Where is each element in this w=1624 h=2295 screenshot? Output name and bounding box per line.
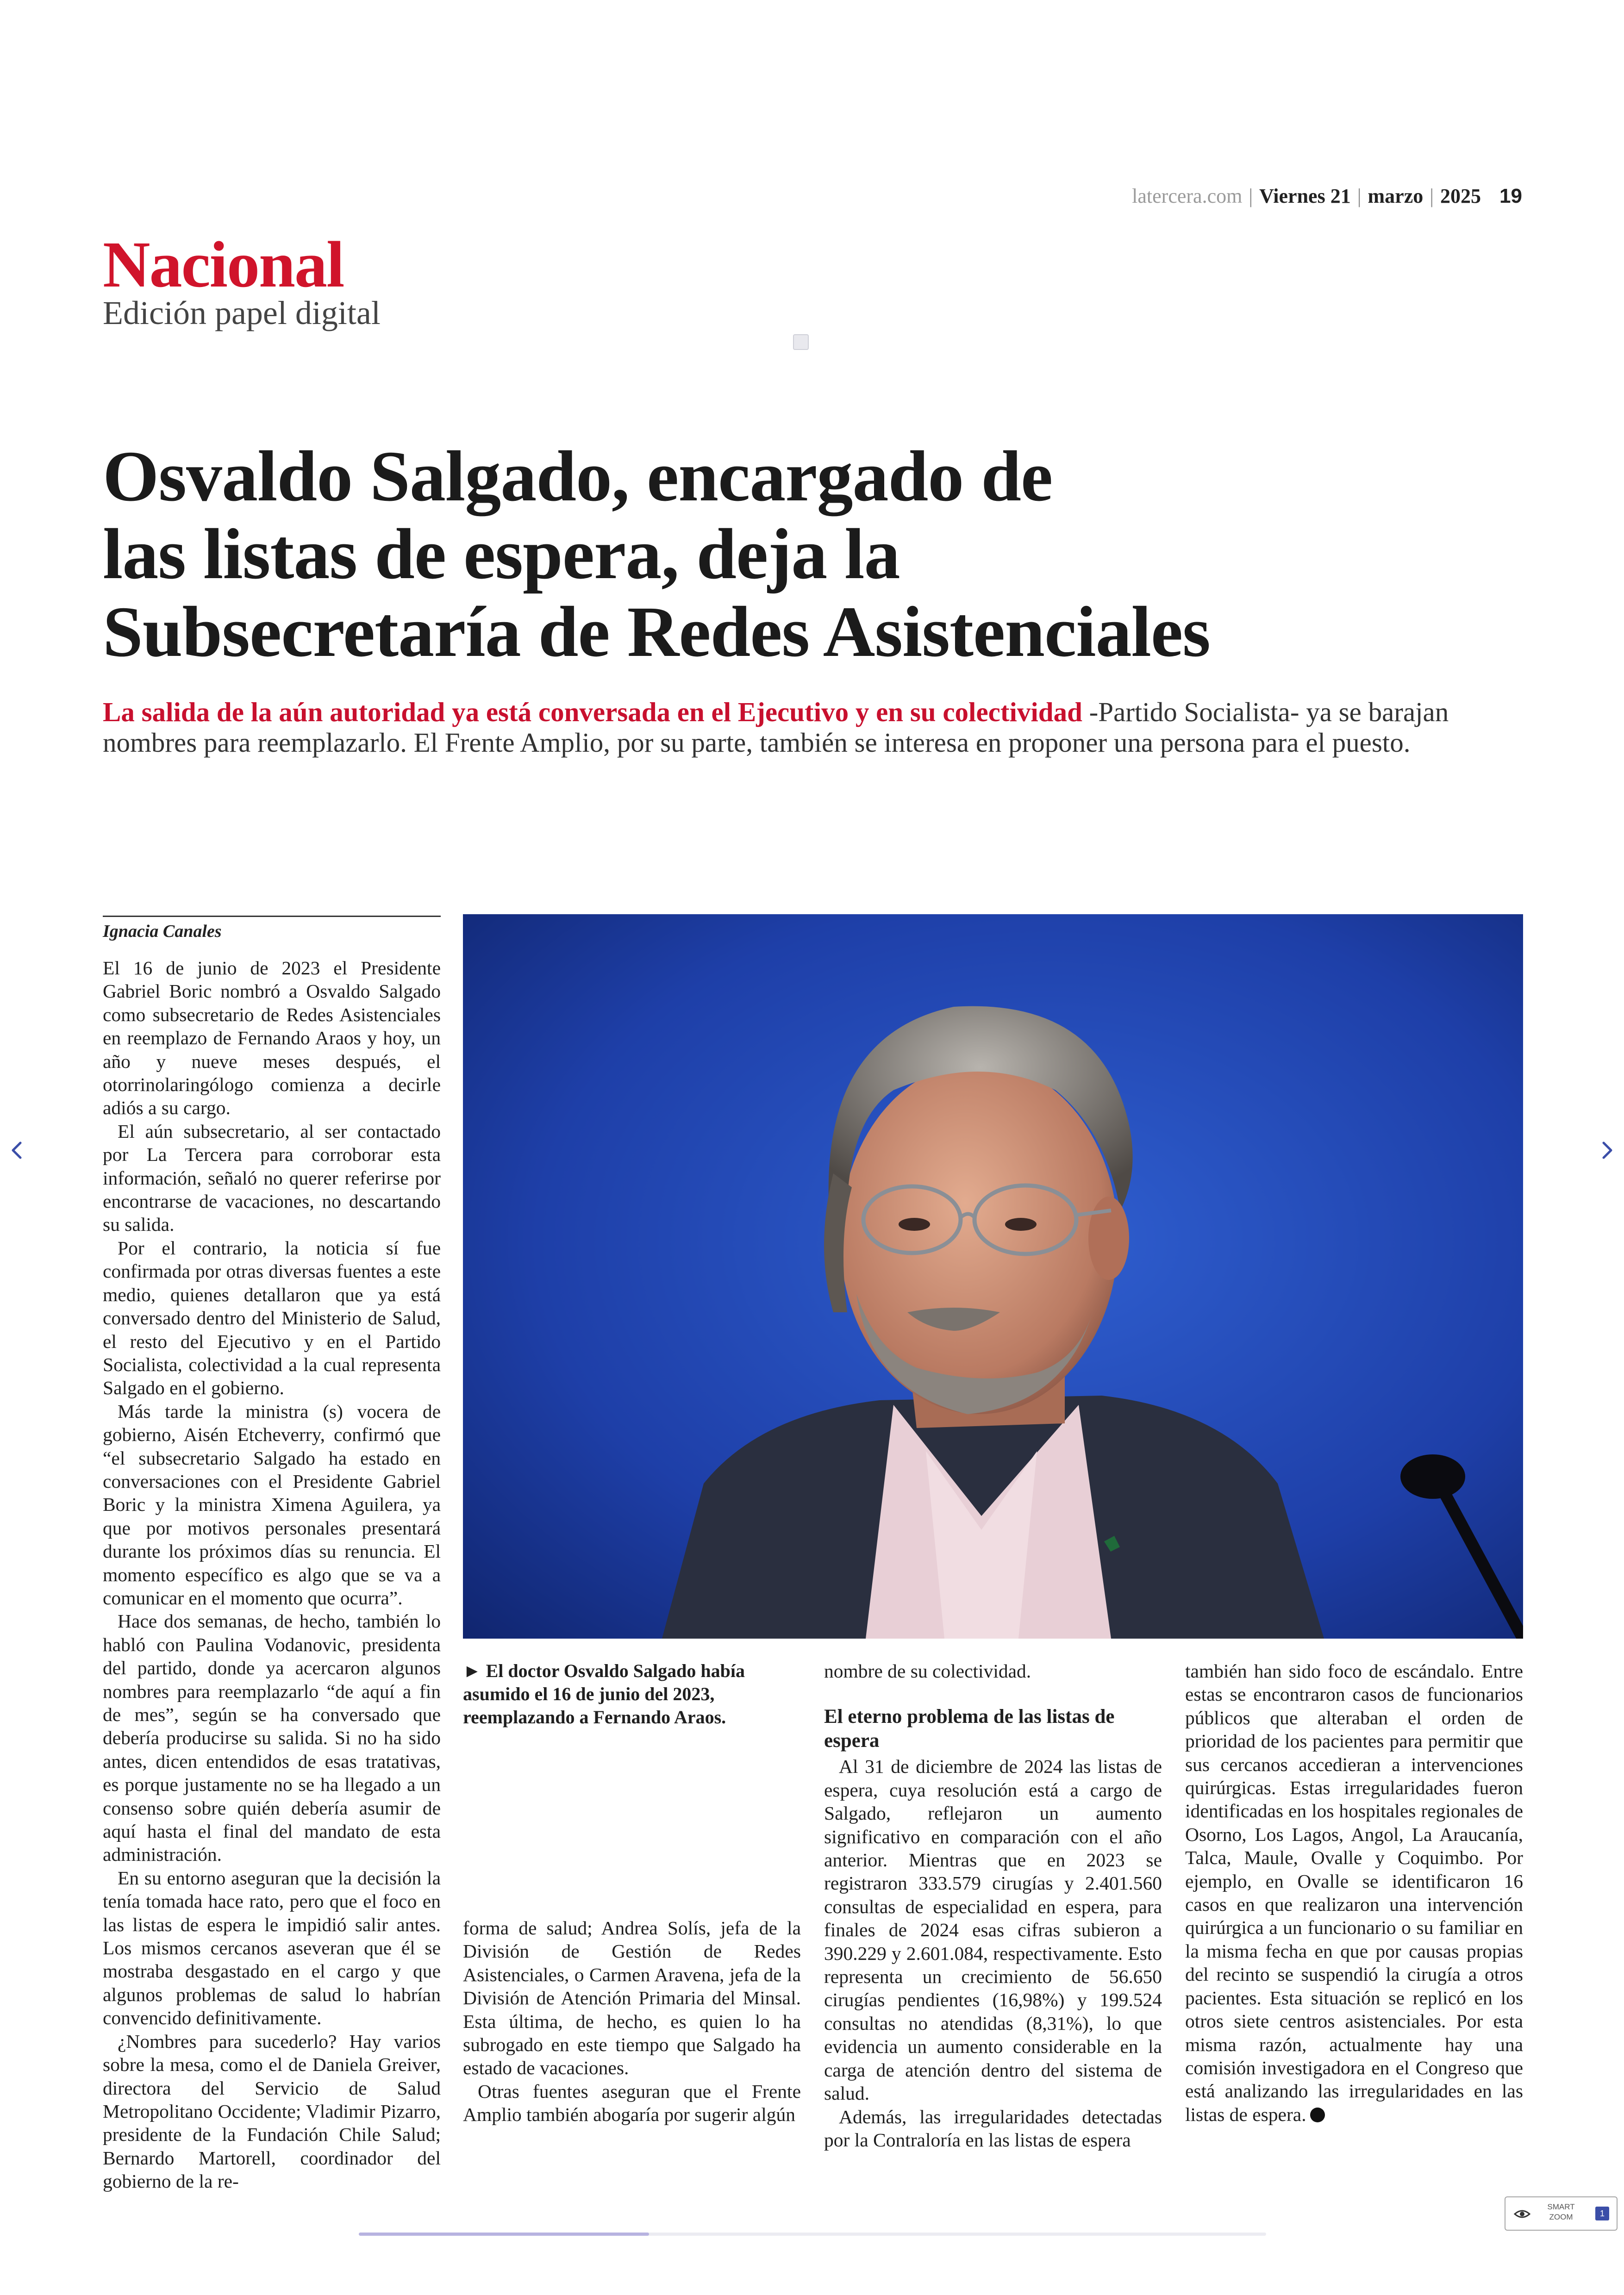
body-paragraph: Además, las irregularidades detectadas por la Contraloría en las listas de espera: [824, 2106, 1162, 2151]
page-thumbnail-icon[interactable]: [793, 334, 809, 350]
body-paragraph: El aún subsecretario, al ser contactado por La Tercera para corroborar esta información, señaló no querer referirse por encontrarse de vacaciones, no descartando su salida.: [103, 1120, 441, 1235]
dek-lead: La salida de la aún autoridad ya está conversada en el Ejecutivo y en su colectividad: [103, 697, 1082, 727]
body-paragraph: Por el contrario, la noticia sí fue confirmada por otras diversas fuentes a este medio, quienes detallaron que ya está conversado dentro del Ministerio de Salud, el resto del Ejecutivo y en el Partido Socialista, colectividad a la cual representa Salgado en el gobierno.: [103, 1237, 441, 1399]
chevron-right-icon: [1594, 1132, 1620, 1169]
headline-line: las listas de espera, deja la: [103, 514, 900, 594]
caption-text: El doctor Osvaldo Salgado había asumido el 16 de junio del 2023, reemplazando a Fernando Araos.: [463, 1660, 745, 1727]
page-folio: latercera.com | Viernes 21 | marzo | 2025 19: [1132, 185, 1522, 207]
smart-zoom-line: ZOOM: [1549, 2213, 1573, 2221]
chevron-left-icon: [4, 1132, 30, 1169]
byline-rule: [103, 916, 441, 917]
site-url: latercera.com: [1132, 185, 1243, 207]
body-paragraph: Otras fuentes aseguran que el Frente Amplio también abogaría por sugerir algún: [463, 2080, 801, 2126]
edition-label: Edición papel digital: [103, 294, 381, 331]
page-number: 19: [1499, 185, 1522, 207]
caption-arrow-icon: ►: [463, 1660, 481, 1681]
article-dek: [103, 697, 1529, 758]
byline: Ignacia Canales: [103, 922, 222, 941]
end-mark-icon: [1310, 2108, 1325, 2122]
headline-line: Osvaldo Salgado, encargado de: [103, 436, 1053, 516]
folio-month: marzo: [1368, 185, 1424, 207]
folio-day: Viernes 21: [1259, 185, 1351, 207]
photo-caption: [463, 1659, 787, 1729]
headline-line: Subsecretaría de Redes Asistenciales: [103, 592, 1210, 672]
body-column-2: [463, 1916, 801, 2127]
eye-icon: [1514, 2207, 1530, 2221]
body-paragraph: El 16 de junio de 2023 el Presidente Gabriel Boric nombró a Osvaldo Salgado como subsecretario de Redes Asistenciales en reemplazo de Fernando Araos y hoy, un año y nueve meses después, el otorrinolaringólogo comienza a decirle adiós a su cargo.: [103, 957, 441, 1119]
smart-zoom-button[interactable]: [1505, 2196, 1618, 2231]
body-paragraph: forma de salud; Andrea Solís, jefa de la División de Gestión de Redes Asistenciales, o Carmen Aravena, jefa de la División de Atención Primaria del Minsal. Esta última, de hecho, es quien lo ha subrogado en este tiempo que Salgado ha estado de vacaciones.: [463, 1917, 801, 2079]
folio-year: 2025: [1440, 185, 1481, 207]
body-column-1: [103, 956, 441, 2193]
body-column-3: [824, 1659, 1162, 2152]
next-page-button[interactable]: [1594, 1132, 1620, 1169]
article-photo: [463, 914, 1523, 1639]
reading-progress-fill: [359, 2233, 649, 2236]
body-paragraph: En su entorno aseguran que la decisión la tenía tomada hace rato, pero que el foco en las listas de espera le impidió salir antes. Los mismos cercanos aseveran que él se mostraba desgastado en el cargo y que algunos problemas de salud lo habrían convencido definitivamente.: [103, 1867, 441, 2029]
body-paragraph: [1185, 1659, 1523, 2126]
body-paragraph: ¿Nombres para sucederlo? Hay varios sobre la mesa, como el de Daniela Greiver, directora del Servicio de Salud Metropolitano Occidente; Vladimir Pizarro, presidente de la Fundación Chile Salud; Bernardo Martorell, coordinador del gobierno de la re-: [103, 2030, 441, 2192]
body-paragraph: nombre de su colectividad.: [824, 1660, 1031, 1682]
body-column-4: [1185, 1659, 1523, 2126]
smart-zoom-label: [1538, 2202, 1584, 2222]
smart-zoom-badge: 1: [1595, 2207, 1609, 2220]
body-paragraph: Hace dos semanas, de hecho, también lo habló con Paulina Vodanovic, presidenta del partido, donde ya acercaron algunos nombres para reemplazarlo “de aquí a fin de mes”, según se ha conversado que debería producirse su salida. Si no ha sido antes, dicen entendidos de esas tratativas, es porque justamente no se ha llegado a un consenso sobre quién debería asumir de aquí hasta el final del mandato de esta administración.: [103, 1610, 441, 1865]
article-subhead: El eterno problema de las listas de espera: [824, 1706, 1115, 1752]
smart-zoom-line: SMART: [1547, 2202, 1575, 2211]
body-paragraph: Al 31 de diciembre de 2024 las listas de espera, cuya resolución está a cargo de Salgado, reflejaron un aumento significativo en comparación con el año anterior. Mientras que en 2023 se registraron 333.579 cirugías y 2.401.560 consultas de especialidad en espera, para finales de 2024 esas cifras subieron a 390.229 y 2.601.084, respectivamente. Esto representa un crecimiento de 56.650 cirugías pendientes (16,98%) y 199.524 consultas no atendidas (8,31%), lo que evidencia un aumento considerable en la carga de atención dentro del sistema de salud.: [824, 1756, 1162, 2104]
section-title: Nacional: [103, 228, 344, 301]
dek-rest: -Partido Socialista- ya se barajan nombres para reemplazarlo. El Frente Amplio, por su parte, también se interesa en proponer una persona para el puesto.: [103, 697, 1449, 758]
article-headline: [103, 437, 1492, 671]
body-paragraph-text: también han sido foco de escándalo. Entre estas se encontraron casos de funcionarios públicos que alteraban el orden de prioridad de los pacientes para permitir que sus cercanos accedieran a intervenciones quirúrgicas. Estas irregularidades fueron identificadas en los hospitales regionales de Osorno, Los Lagos, Angol, La Araucanía, Talca, Maule, Ovalle y Coquimbo. Por ejemplo, en Ovalle se identificaron 16 casos en que realizaron una intervención quirúrgica a un funcionario o su familiar en la misma fecha en que por causas propias del recinto se suspendió la cirugía a otros pacientes. Esta situación se replicó en los otros siete centros asistenciales. Por esta misma razón, actualmente hay una comisión investigadora en el Congreso que está analizando las irregularidades en las listas de espera.: [1185, 1660, 1523, 2125]
body-paragraph: Más tarde la ministra (s) vocera de gobierno, Aisén Etcheverry, confirmó que “el subsecretario Salgado ha estado en conversaciones con el Presidente Gabriel Boric y la ministra Ximena Aguilera, ya que por motivos personales presentará durante los próximos días su renuncia. El momento específico es algo que se va a comunicar en el momento que ocurra”.: [103, 1400, 441, 1609]
previous-page-button[interactable]: [4, 1132, 30, 1169]
